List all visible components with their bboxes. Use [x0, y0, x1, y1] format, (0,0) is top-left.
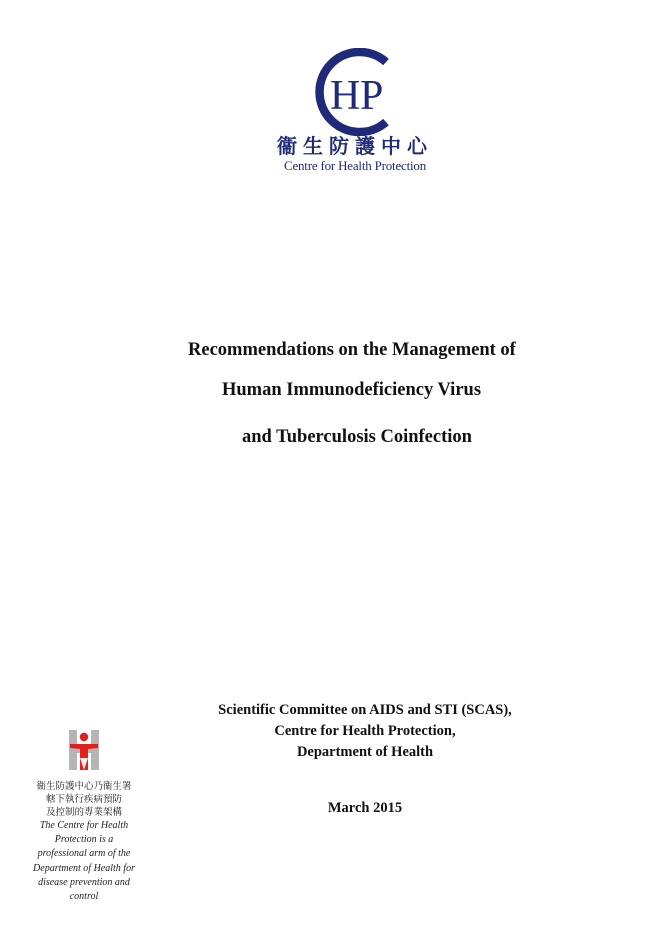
title-line-1: Recommendations on the Management of — [188, 340, 516, 360]
chp-logo-mark-icon — [308, 48, 398, 136]
publisher-department: Department of Health — [296, 744, 434, 760]
publisher-block — [180, 700, 550, 763]
department-of-health-logo-icon — [67, 730, 101, 770]
chp-english-name: Centre for Health Protection — [283, 158, 427, 173]
badge-english-line: professional arm of the — [37, 848, 131, 860]
title-line-3: and Tuberculosis Coinfection — [242, 427, 472, 447]
badge-english-line: The Centre for Health — [39, 820, 129, 831]
chp-chinese-name: 衞生防護中心 — [277, 134, 433, 158]
badge-english-line: control — [69, 891, 99, 903]
publication-date: March 2015 — [327, 800, 403, 816]
badge-english-line: Department of Health for — [33, 862, 135, 874]
badge-english-text — [22, 819, 146, 904]
department-badge — [22, 730, 146, 904]
badge-english-line: Protection is a — [54, 834, 114, 846]
publisher-centre: Centre for Health Protection, — [274, 723, 456, 739]
badge-chinese-text — [22, 780, 146, 819]
badge-chinese-line: 及控制的專業架構 — [45, 807, 122, 818]
publisher-committee: Scientific Committee on AIDS and STI (SCAS), — [218, 702, 512, 718]
badge-chinese-line: 轄下執行疾病預防 — [45, 794, 122, 805]
badge-chinese-line: 衞生防護中心乃衞生署 — [36, 781, 132, 792]
chp-logo-h: H — [330, 73, 361, 119]
title-line-2: Human Immunodeficiency Virus — [222, 380, 482, 400]
badge-english-line: disease prevention and — [38, 876, 130, 888]
chp-logo — [270, 48, 440, 178]
chp-logo-p: P — [360, 73, 384, 119]
